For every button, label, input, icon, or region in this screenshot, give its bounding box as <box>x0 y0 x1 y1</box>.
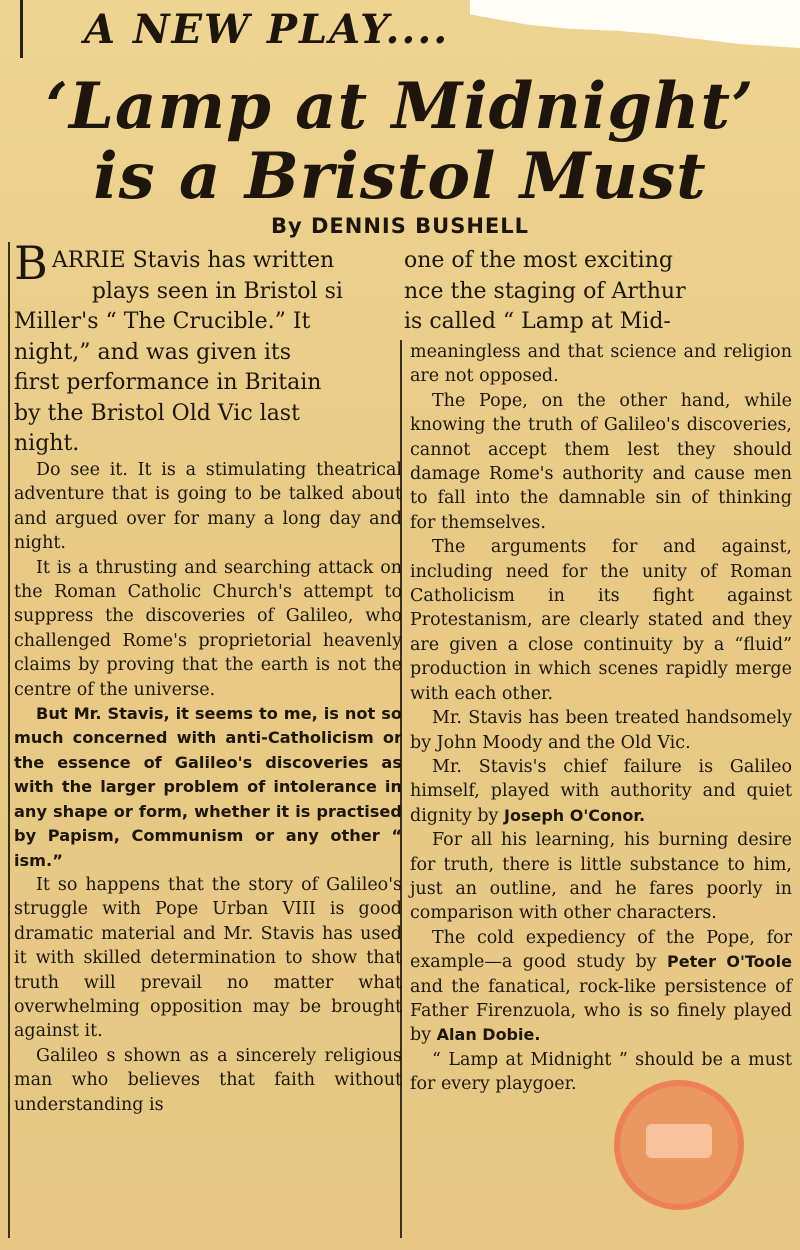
left-border-rule <box>8 242 10 1238</box>
actor-name: Peter O'Toole <box>666 952 792 972</box>
paragraph: Do see it. It is a stimulating theatrical adventure that is going to be talked about and argued over for many a long day and night. <box>14 460 402 554</box>
headline-line-2: is a Bristol Must <box>93 139 707 214</box>
paragraph: Galileo s shown as a sincerely religious man who believes that faith without understanding is <box>14 1045 402 1115</box>
intro-line: first performance in Britain <box>14 370 322 395</box>
headline-line-1: ‘Lamp at Midnight’ <box>45 69 755 144</box>
byline: By DENNIS BUSHELL <box>270 214 530 238</box>
paragraph: meaningless and that science and religion are not opposed. <box>410 342 792 387</box>
intro-line: is called “ Lamp at Mid- <box>404 309 671 334</box>
paragraph: It so happens that the story of Galileo's struggle with Pope Urban VIII is good dramatic material and Mr. Stavis has used it with skilled determination to show that truth will prevail no matter what overwhelming opposition may be brought against it. <box>14 874 402 1042</box>
drop-cap: B <box>14 236 48 290</box>
intro-line: plays seen in Bristol si <box>91 278 343 304</box>
paragraph <box>410 926 792 1048</box>
stamp-mark <box>614 1080 744 1210</box>
intro-line: night,” and was given its <box>14 339 292 365</box>
kicker: A NEW PLAY.... <box>84 6 450 53</box>
paragraph-emphasis: But Mr. Stavis, it seems to me, is not so much concerned with anti-Catholicism or the essence of Galileo's discoveries as with the larger problem of intolerance in any shape or form, whether it is practised by Papism, Communism or any other “ ism.” <box>14 704 402 870</box>
intro-right <box>404 246 790 338</box>
paragraph: “ Lamp at Midnight ” should be a must for every playgoer. <box>410 1049 792 1095</box>
intro-line: ARRIE Stavis has written <box>51 248 335 273</box>
paragraph: For all his learning, his burning desire for truth, there is little substance to him, just an outline, and he fares poorly in comparison with other characters. <box>410 830 792 924</box>
text-run: Mr. Stavis's chief failure is Galileo himself, played with authority and quiet dignity by <box>410 756 792 826</box>
column-right <box>410 340 792 1097</box>
intro-line: nce the staging of Arthur <box>404 278 686 304</box>
paragraph <box>410 755 792 828</box>
intro-line: by the Bristol Old Vic last <box>14 400 300 426</box>
paragraph: Mr. Stavis has been treated handsomely by John Moody and the Old Vic. <box>410 708 792 753</box>
actor-name: Joseph O'Conor. <box>504 805 646 825</box>
intro-line: Miller's “ The Crucible.” It <box>14 309 311 334</box>
stamp-center <box>646 1124 712 1158</box>
paragraph: The Pope, on the other hand, while knowing the truth of Galileo's discoveries, cannot accept them lest they should damage Rome's authority and cause men to fall into the damnable sin of thinking for themselves. <box>410 390 792 533</box>
paragraph: The arguments for and against, including need for the unity of Roman Catholicism in its fight against Protestanism, are clearly stated and they are given a close continuity by a “fluid” production in which scenes rapidly merge with each other. <box>410 537 792 704</box>
column-left <box>14 458 402 1117</box>
intro-line: night. <box>14 431 80 456</box>
paragraph: It is a thrusting and searching attack on the Roman Catholic Church's attempt to suppress the discoveries of Galileo, who challenged Rome's proprietorial heavenly claims by proving that the earth is not the centre of the universe. <box>14 557 402 700</box>
text-run: The cold expediency of the Pope, for example—a good study by <box>410 927 792 973</box>
intro-left <box>14 236 392 460</box>
text-run: and the fanatical, rock-like persistence of Father Firenzuola, who is so finely played by <box>410 976 792 1046</box>
intro-line: one of the most exciting <box>404 248 673 273</box>
actor-name: Alan Dobie. <box>436 1025 541 1045</box>
